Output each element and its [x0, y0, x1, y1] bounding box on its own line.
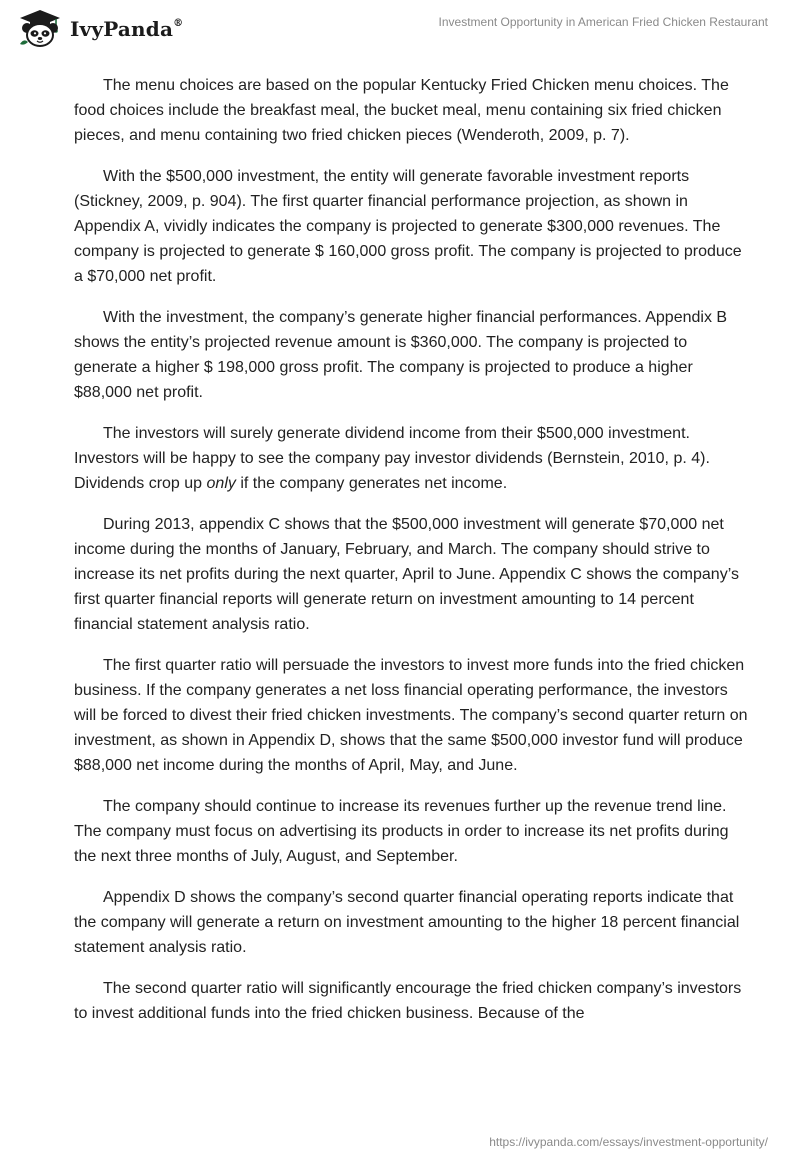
paragraph: The first quarter ratio will persuade the investors to invest more funds into the fried chicken business. If the company generates a net loss financial operating performance, the investors will be forced to divest their fried chicken investments. The company’s second quarter return on investment, as shown in Appendix D, shows that the same $500,000 investor fund will produce $88,000 net income during the months of April, May, and June.	[74, 657, 748, 774]
paragraph: With the $500,000 investment, the entity will generate favorable investment reports (Stickney, 2009, p. 904). The first quarter financial performance projection, as shown in Appendix A, vividly indicates the company is projected to generate $300,000 revenues. The company is projected to generate $ 160,000 gross profit. The company is projected to produce a $70,000 net profit.	[74, 168, 742, 285]
paragraph: With the investment, the company’s generate higher financial performances. Appendix B shows the entity’s projected revenue amount is $360,000. The company is projected to generate a higher $ 198,000 gross profit. The company is projected to produce a higher $88,000 net profit.	[74, 309, 728, 401]
page-header	[0, 0, 800, 60]
paragraph	[74, 421, 754, 496]
panda-graduate-icon	[16, 8, 64, 48]
document-title: Investment Opportunity in American Fried Chicken Restaurant	[438, 15, 768, 29]
paragraph: The second quarter ratio will significantly encourage the fried chicken company’s investors to invest additional funds into the fried chicken business. Because of the	[74, 980, 742, 1022]
source-url[interactable]: https://ivypanda.com/essays/investment-opportunity/	[489, 1135, 768, 1149]
paragraph: The company should continue to increase its revenues further up the revenue trend line. The company must focus on advertising its products in order to increase its net profits during the next three months of July, August, and September.	[74, 798, 729, 865]
paragraph: The menu choices are based on the popular Kentucky Fried Chicken menu choices. The food choices include the breakfast meal, the bucket meal, menu containing six fried chicken pieces, and menu containing two fried chicken pieces (Wenderoth, 2009, p. 7).	[74, 77, 729, 144]
emphasis-text: only	[206, 475, 236, 492]
essay-body	[74, 73, 754, 1042]
paragraph-text: if the company generates net income.	[235, 475, 508, 492]
paragraph: During 2013, appendix C shows that the $500,000 investment will generate $70,000 net income during the months of January, February, and March. The company should strive to increase its net profits during the next quarter, April to June. Appendix C shows the company’s first quarter financial reports will generate return on investment amounting to 14 percent financial statement analysis ratio.	[74, 516, 739, 633]
paragraph: Appendix D shows the company’s second quarter financial operating reports indicate that the company will generate a return on investment amounting to the higher 18 percent financial statement analysis ratio.	[74, 889, 740, 956]
ivypanda-logo[interactable]	[16, 8, 183, 48]
paragraph-text: The investors will surely generate dividend income from their $500,000 investment. Investors will be happy to see the company pay investor dividends (Bernstein, 2010, p. 4). Dividends crop up	[74, 425, 710, 492]
logo-text: IvyPanda®	[70, 17, 184, 41]
